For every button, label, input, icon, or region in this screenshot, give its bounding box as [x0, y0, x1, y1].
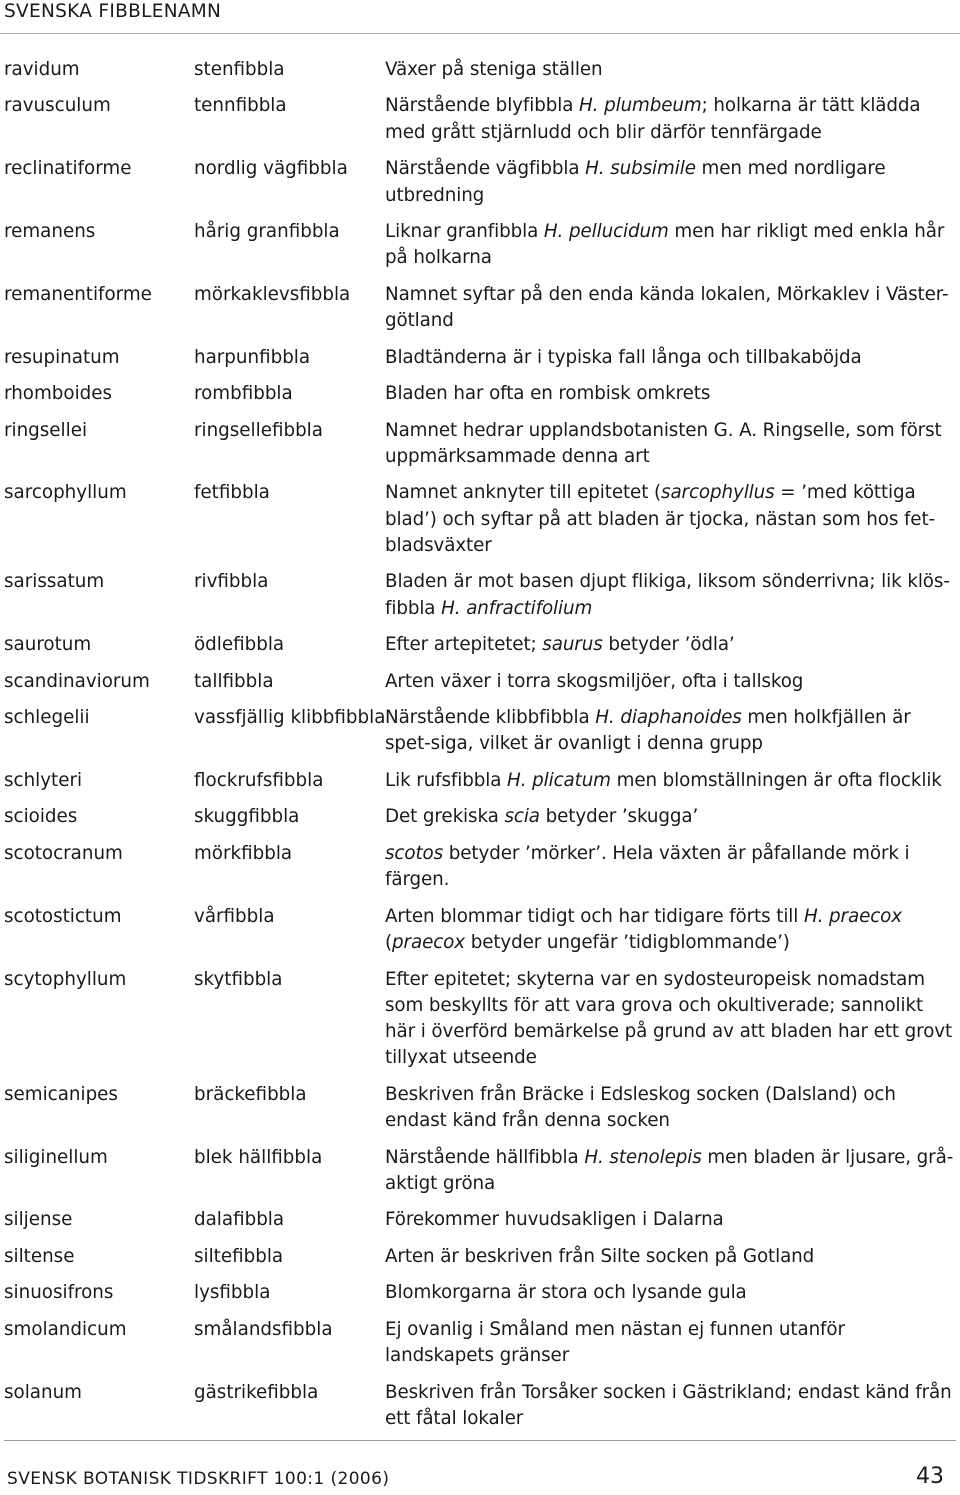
- scientific-epithet: schlyteri: [4, 769, 83, 791]
- swedish-name: fetfibbla: [194, 482, 270, 504]
- name-explanation: Arten växer i torra skogsmiljöer, ofta i tallskog: [385, 670, 804, 692]
- swedish-name: mörkfibbla: [194, 842, 293, 864]
- entry-row: [4, 57, 960, 83]
- entry-row: [4, 768, 960, 794]
- name-explanation: Efter epitetet; skyterna var en sydosteuropeisk nomadstam som beskyllts för att vara grova och okultiverade; sannolikt här i överförd bemärkelse på grund av att bladen har ett grovt tillyxat utseende: [385, 968, 953, 1069]
- name-explanation: Ej ovanlig i Småland men nästan ej funnen utanför landskapets gränser: [385, 1318, 845, 1367]
- scientific-epithet: ravidum: [4, 59, 80, 80]
- journal-citation: SVENSK BOTANISK TIDSKRIFT 100:1 (2006): [7, 1469, 390, 1489]
- footer-rule: [4, 1440, 956, 1441]
- name-explanation: Lik rufsfibbla H. plicatum men blomställningen är ofta flocklik: [385, 769, 942, 791]
- page-number: 43: [916, 1464, 944, 1489]
- swedish-name: mörkaklevsfibbla: [194, 283, 351, 305]
- scientific-epithet: sinuosifrons: [4, 1282, 114, 1304]
- swedish-name: smålandsfibbla: [194, 1318, 333, 1340]
- scientific-epithet: semicanipes: [4, 1083, 118, 1105]
- scientific-epithet: scotocranum: [4, 842, 123, 864]
- name-explanation: Beskriven från Torsåker socken i Gästrikland; endast känd från ett fåtal lokaler: [385, 1381, 952, 1429]
- name-list: [4, 57, 960, 1442]
- name-explanation: Namnet anknyter till epitetet (sarcophyllus = ’med köttiga blad’) och syftar på att bladen är tjocka, nästan som hos fet-bladsväxter: [385, 482, 936, 556]
- swedish-name: ringsellefibbla: [194, 419, 323, 441]
- swedish-name: flockrufsfibbla: [194, 769, 324, 791]
- name-explanation: Beskriven från Bräcke i Edsleskog socken (Dalsland) och endast känd från denna socken: [385, 1083, 896, 1132]
- name-explanation: Namnet hedrar upplandsbotanisten G. A. Ringselle, som först uppmärksammade denna art: [385, 419, 942, 467]
- swedish-name: skuggfibbla: [194, 806, 300, 828]
- scientific-epithet: siljense: [4, 1209, 73, 1231]
- entry-row: [4, 804, 960, 830]
- scientific-epithet: siliginellum: [4, 1146, 108, 1168]
- name-explanation: Förekommer huvudsakligen i Dalarna: [385, 1209, 724, 1231]
- entry-row: [4, 480, 960, 559]
- running-head: SVENSKA FIBBLENAMN: [4, 1, 222, 22]
- header-rule: [0, 33, 960, 34]
- swedish-name: siltefibbla: [194, 1245, 284, 1267]
- entry-row: [4, 282, 960, 335]
- scientific-epithet: siltense: [4, 1245, 75, 1267]
- swedish-name: lysfibbla: [194, 1282, 271, 1304]
- scientific-epithet: resupinatum: [4, 346, 120, 368]
- entry-row: [4, 1380, 960, 1433]
- name-explanation: Växer på steniga ställen: [385, 59, 603, 80]
- entry-row: [4, 904, 960, 957]
- entry-row: [4, 841, 960, 894]
- entry-row: [4, 705, 960, 758]
- swedish-name: stenfibbla: [194, 59, 285, 80]
- swedish-name: tallfibbla: [194, 670, 274, 692]
- entry-row: [4, 93, 960, 146]
- entry-row: [4, 345, 960, 371]
- scientific-epithet: reclinatiforme: [4, 158, 132, 180]
- scientific-epithet: remanentiforme: [4, 283, 152, 305]
- name-explanation: Närstående blyfibbla H. plumbeum; holkarna är tätt klädda med grått stjärnludd och blir därför tennfärgade: [385, 95, 921, 143]
- swedish-name: vårfibbla: [194, 905, 275, 927]
- scientific-epithet: saurotum: [4, 634, 92, 656]
- entry-row: [4, 381, 960, 407]
- scientific-epithet: ravusculum: [4, 95, 111, 117]
- entry-row: [4, 967, 960, 1072]
- swedish-name: skytfibbla: [194, 968, 283, 990]
- name-explanation: Bladen har ofta en rombisk omkrets: [385, 383, 711, 405]
- scientific-epithet: scioides: [4, 806, 78, 828]
- entry-row: [4, 1280, 960, 1306]
- scientific-epithet: solanum: [4, 1381, 82, 1403]
- swedish-name: gästrikefibbla: [194, 1381, 319, 1403]
- swedish-name: vassfjällig klibbfibbla: [194, 707, 386, 729]
- scientific-epithet: schlegelii: [4, 707, 90, 729]
- name-explanation: Arten är beskriven från Silte socken på Gotland: [385, 1245, 815, 1267]
- name-explanation: Bladen är mot basen djupt flikiga, liksom sönderrivna; lik klös-fibbla H. anfractifolium: [385, 571, 950, 619]
- swedish-name: nordlig vägfibbla: [194, 158, 348, 180]
- entry-row: [4, 1145, 960, 1198]
- entry-row: [4, 156, 960, 209]
- swedish-name: rivfibbla: [194, 571, 269, 593]
- entry-row: [4, 1317, 960, 1370]
- scientific-epithet: remanens: [4, 221, 96, 243]
- name-explanation: Närstående klibbfibbla H. diaphanoides men holkfjällen är spet-siga, vilket är ovanligt i denna grupp: [385, 707, 911, 755]
- scientific-epithet: scandinaviorum: [4, 670, 150, 692]
- entry-row: [4, 418, 960, 471]
- swedish-name: hårig granfibbla: [194, 221, 340, 243]
- scientific-epithet: smolandicum: [4, 1318, 127, 1340]
- scientific-epithet: sarcophyllum: [4, 482, 127, 504]
- entry-row: [4, 1244, 960, 1270]
- scientific-epithet: sarissatum: [4, 571, 105, 593]
- name-explanation: Namnet syftar på den enda kända lokalen, Mörkaklev i Väster-götland: [385, 283, 949, 332]
- name-explanation: Liknar granfibbla H. pellucidum men har rikligt med enkla hår på holkarna: [385, 221, 945, 269]
- scientific-epithet: ringsellei: [4, 419, 88, 441]
- name-explanation: Närstående hällfibbla H. stenolepis men bladen är ljusare, grå-aktigt gröna: [385, 1146, 954, 1194]
- entry-row: [4, 669, 960, 695]
- entry-row: [4, 1082, 960, 1135]
- swedish-name: dalafibbla: [194, 1209, 285, 1231]
- entry-row: [4, 219, 960, 272]
- swedish-name: blek hällfibbla: [194, 1146, 323, 1168]
- entry-row: [4, 1207, 960, 1233]
- swedish-name: rombfibbla: [194, 383, 293, 405]
- scientific-epithet: rhomboides: [4, 383, 113, 405]
- swedish-name: bräckefibbla: [194, 1083, 307, 1105]
- name-explanation: Närstående vägfibbla H. subsimile men med nordligare utbredning: [385, 158, 886, 206]
- scientific-epithet: scytophyllum: [4, 968, 127, 990]
- name-explanation: Det grekiska scia betyder ’skugga’: [385, 806, 699, 828]
- name-explanation: scotos betyder ’mörker’. Hela växten är påfallande mörk i färgen.: [385, 842, 910, 891]
- name-explanation: Blomkorgarna är stora och lysande gula: [385, 1282, 747, 1304]
- name-explanation: Bladtänderna är i typiska fall långa och tillbakaböjda: [385, 346, 862, 368]
- entry-row: [4, 632, 960, 658]
- entry-row: [4, 569, 960, 622]
- swedish-name: tennfibbla: [194, 95, 287, 117]
- name-explanation: Efter artepitetet; saurus betyder ’ödla’: [385, 634, 735, 656]
- scientific-epithet: scotostictum: [4, 905, 122, 927]
- name-explanation: Arten blommar tidigt och har tidigare förts till H. praecox (praecox betyder ungefär ’tidigblommande’): [385, 905, 902, 954]
- swedish-name: harpunfibbla: [194, 346, 311, 368]
- swedish-name: ödlefibbla: [194, 634, 285, 656]
